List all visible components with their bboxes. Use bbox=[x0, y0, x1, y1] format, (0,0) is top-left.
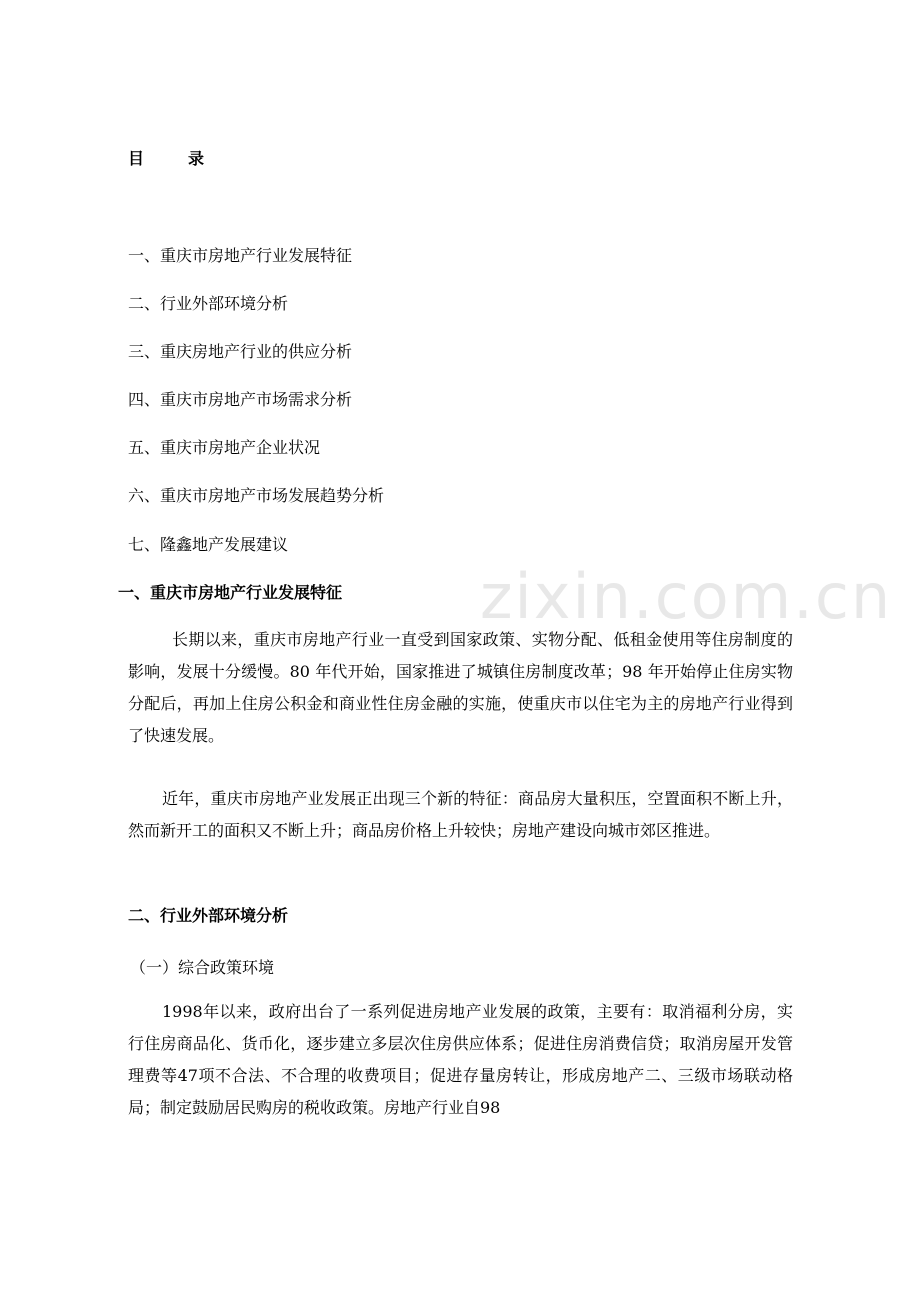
section-2-heading: 二、行业外部环境分析 bbox=[128, 906, 289, 925]
section-1-paragraph-1: 长期以来，重庆市房地产行业一直受到国家政策、实物分配、低租金使用等住房制度的影响，发展十分缓慢。80 年代开始，国家推进了城镇住房制度改革；98 年开始停止住房实物分配后，再加上住房公积金和商业性住房金融的实施，使重庆市以住宅为主的房地产行业得到了快速发展。 bbox=[128, 630, 793, 745]
toc-item-4[interactable]: 四、重庆市房地产市场需求分析 bbox=[128, 390, 353, 409]
section-2-paragraph-1: 1998年以来，政府出台了一系列促进房地产业发展的政策，主要有：取消福利分房，实行住房商品化、货币化，逐步建立多层次住房供应体系；促进住房消费信贷；取消房屋开发管理费等47项不合法、不合理的收费项目；促进存量房转让，形成房地产二、三级市场联动格局；制定鼓励居民购房的税收政策。房地产行业自98 bbox=[128, 1002, 793, 1117]
section-2-subheading-1: （一）综合政策环境 bbox=[130, 958, 275, 977]
watermark: zixin.com.cn bbox=[480, 560, 893, 633]
section-1-heading: 一、重庆市房地产行业发展特征 bbox=[118, 583, 343, 602]
toc-item-5[interactable]: 五、重庆市房地产企业状况 bbox=[128, 438, 321, 457]
toc-item-2[interactable]: 二、行业外部环境分析 bbox=[128, 294, 289, 313]
toc-title: 目 录 bbox=[128, 149, 219, 168]
section-1-paragraph-2: 近年，重庆市房地产业发展正出现三个新的特征：商品房大量积压，空置面积不断上升，然而新开工的面积又不断上升；商品房价格上升较快；房地产建设向城市郊区推进。 bbox=[128, 789, 793, 840]
toc-item-3[interactable]: 三、重庆房地产行业的供应分析 bbox=[128, 342, 353, 361]
toc-item-6[interactable]: 六、重庆市房地产市场发展趋势分析 bbox=[128, 486, 385, 505]
toc-item-1[interactable]: 一、重庆市房地产行业发展特征 bbox=[128, 246, 353, 265]
toc-item-7[interactable]: 七、隆鑫地产发展建议 bbox=[128, 535, 289, 554]
